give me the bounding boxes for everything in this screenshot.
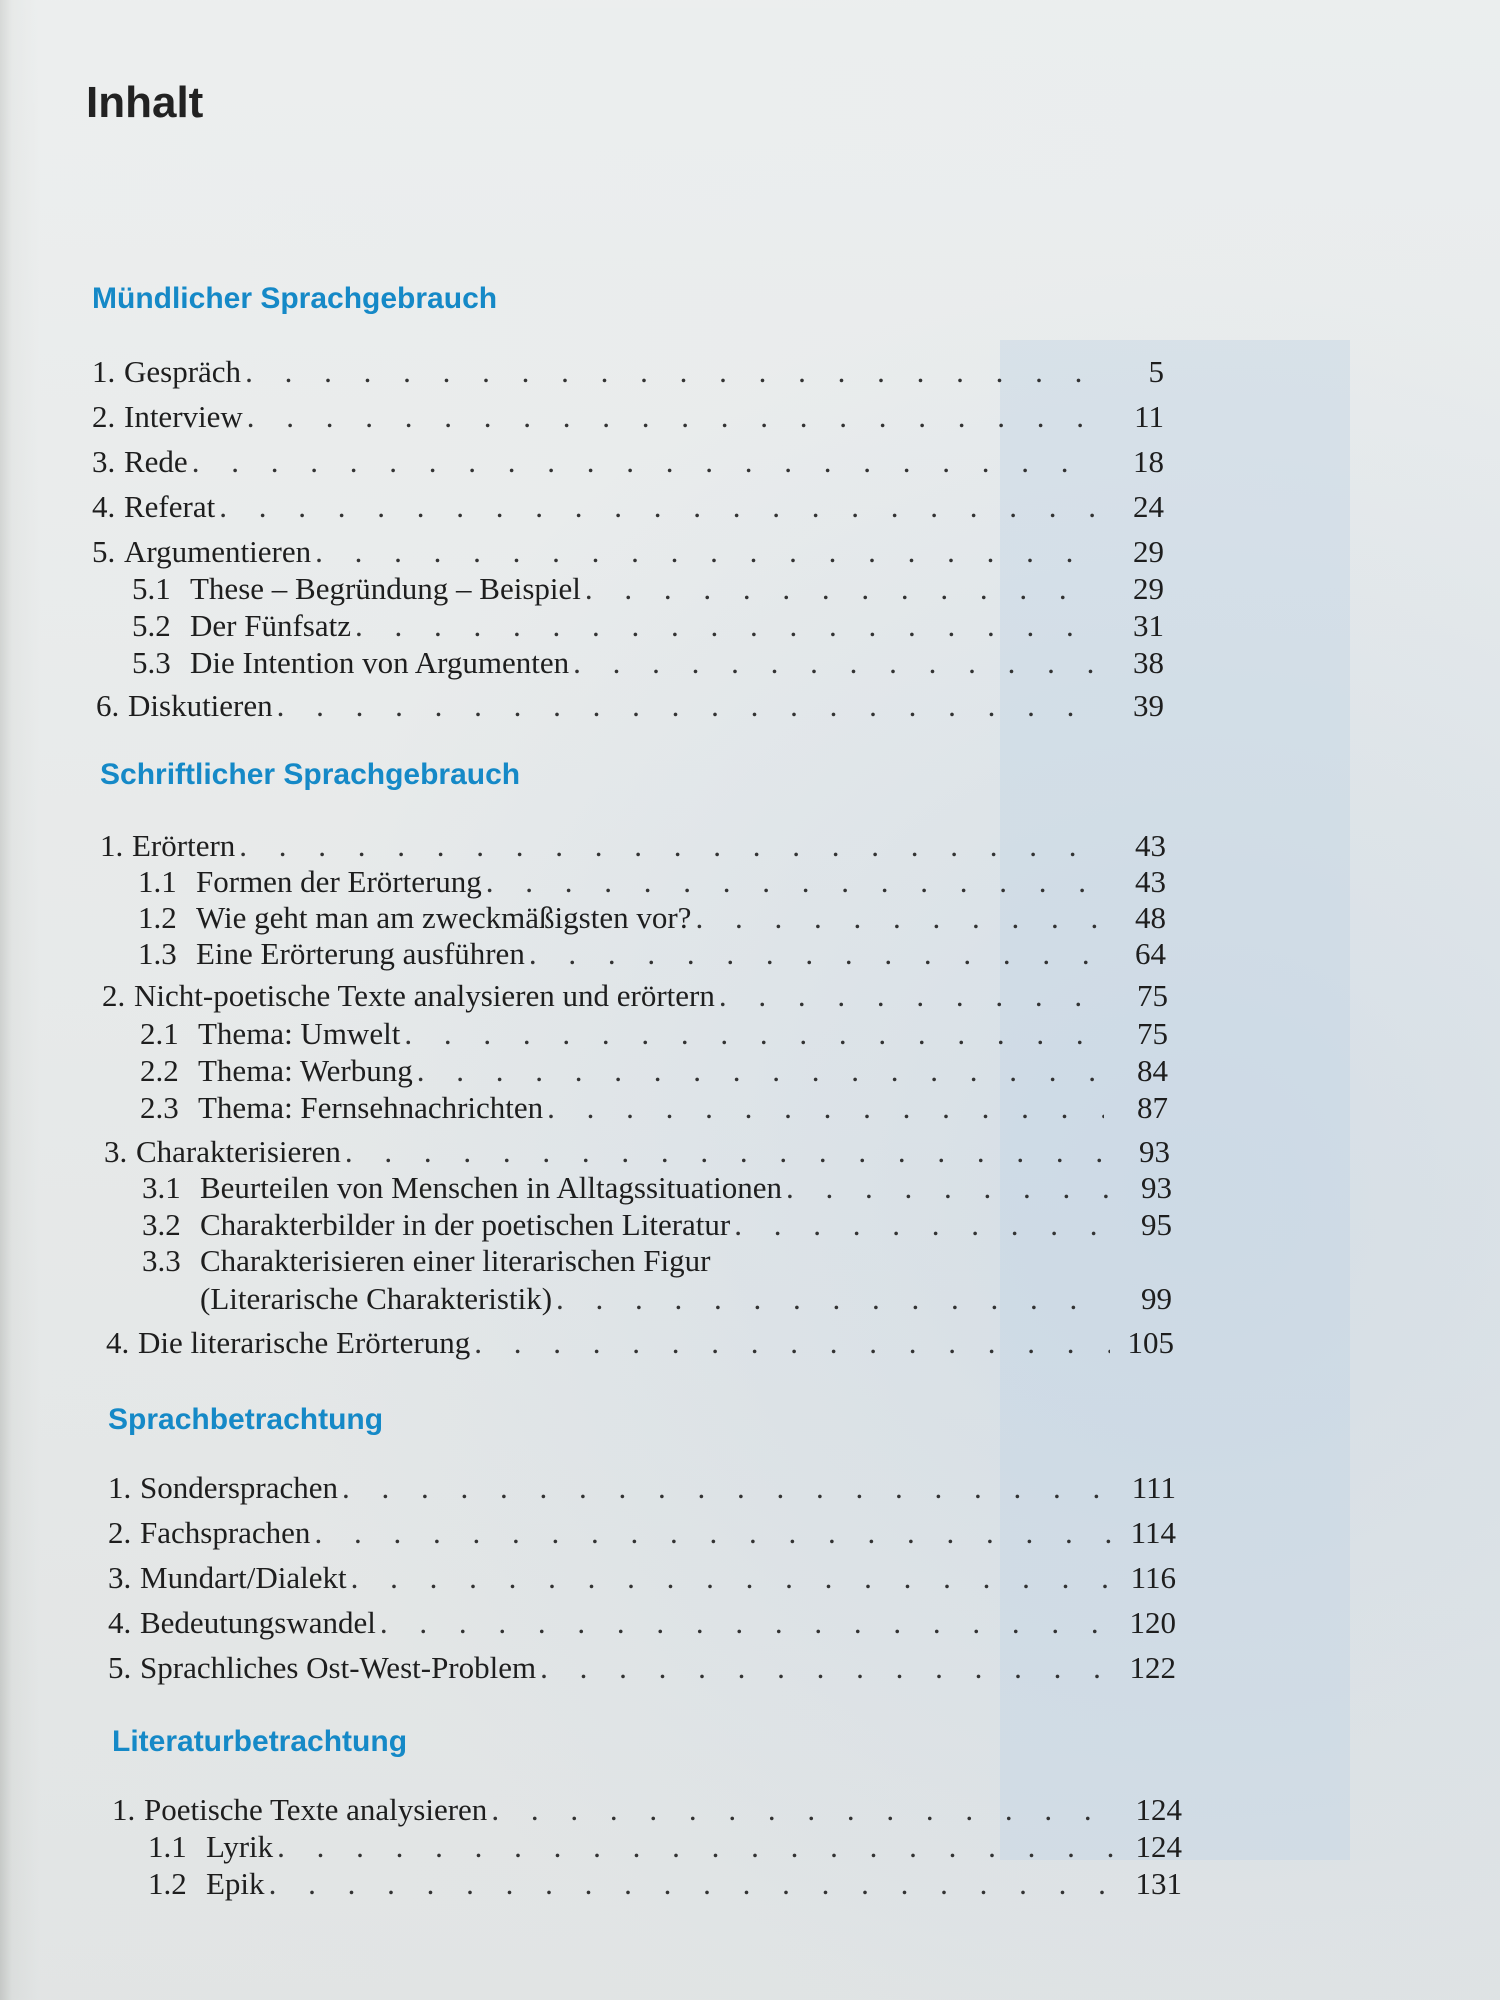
entry-label: Erörtern	[132, 828, 236, 863]
entry-page-number: 111	[1131, 1470, 1176, 1505]
leader-dots	[719, 978, 1104, 1014]
entry-number: 5.1	[132, 571, 171, 606]
leader-dots	[314, 1515, 1112, 1551]
entry-number: 3.	[108, 1560, 132, 1595]
toc-entry	[106, 1325, 1174, 1361]
entry-number: 2.	[102, 978, 126, 1013]
toc-subentry	[132, 608, 1164, 644]
entry-page-number: 105	[1127, 1325, 1174, 1360]
entry-page-number: 99	[1141, 1281, 1172, 1316]
entry-page-number: 75	[1137, 978, 1168, 1013]
entry-page-number: 31	[1133, 608, 1164, 643]
leader-dots	[491, 1792, 1118, 1828]
entry-label: Formen der Erörterung	[196, 864, 482, 899]
leader-dots	[239, 828, 1102, 864]
toc-subentry	[148, 1829, 1182, 1865]
toc-subentry-first-line	[142, 1243, 710, 1279]
entry-number: 6.	[96, 688, 120, 723]
entry-label: Poetische Texte analysieren	[144, 1792, 488, 1827]
toc-subentry	[142, 1207, 1172, 1243]
entry-label: Wie geht man am zweckmäßigsten vor?	[196, 900, 692, 935]
entry-number: 5.3	[132, 645, 171, 680]
entry-page-number: 75	[1137, 1016, 1168, 1051]
toc-subentry	[140, 1053, 1168, 1089]
page-title: Inhalt	[86, 78, 204, 127]
entry-number: 2.1	[140, 1016, 179, 1051]
entry-number: 5.	[108, 1650, 132, 1685]
toc-entry	[92, 399, 1164, 435]
toc-entry	[104, 1134, 1170, 1170]
leader-dots	[573, 645, 1100, 681]
entry-page-number: 43	[1135, 828, 1166, 863]
entry-label: Mundart/Dialekt	[140, 1560, 347, 1595]
entry-page-number: 64	[1135, 936, 1166, 971]
entry-number: 2.	[92, 399, 116, 434]
entry-label: These – Begründung – Beispiel	[190, 571, 581, 606]
entry-number: 3.	[92, 444, 116, 479]
entry-number: 1.	[100, 828, 124, 863]
entry-number: 3.3	[142, 1243, 181, 1278]
leader-dots	[404, 1016, 1104, 1052]
entry-number: 4.	[92, 489, 116, 524]
leader-dots	[245, 354, 1100, 390]
entry-page-number: 84	[1137, 1053, 1168, 1088]
entry-label: Sprachliches Ost-West-Problem	[140, 1650, 537, 1685]
entry-label: Beurteilen von Menschen in Alltagssituationen	[200, 1170, 783, 1205]
toc-entry	[92, 489, 1164, 525]
entry-page-number: 95	[1141, 1207, 1172, 1242]
leader-dots	[474, 1325, 1110, 1361]
leader-dots	[786, 1170, 1108, 1206]
entry-label: Charakterisieren	[136, 1134, 341, 1169]
leader-dots	[529, 936, 1102, 972]
leader-dots	[556, 1281, 1108, 1317]
entry-label: Eine Erörterung ausführen	[196, 936, 525, 971]
entry-label: Charakterisieren einer literarischen Figur	[200, 1243, 711, 1278]
entry-label: Der Fünfsatz	[190, 608, 351, 643]
toc-entry	[96, 688, 1164, 724]
entry-label: Thema: Werbung	[198, 1053, 413, 1088]
toc-subentry	[140, 1016, 1168, 1052]
entry-number: 2.2	[140, 1053, 179, 1088]
toc-entry	[108, 1515, 1176, 1551]
entry-page-number: 18	[1133, 444, 1164, 479]
leader-dots	[695, 900, 1102, 936]
leader-dots	[192, 444, 1100, 480]
entry-page-number: 114	[1130, 1515, 1176, 1550]
toc-entry	[112, 1792, 1182, 1828]
entry-number: 3.2	[142, 1207, 181, 1242]
entry-label: Lyrik	[206, 1829, 274, 1864]
entry-label: Die Intention von Argumenten	[190, 645, 570, 680]
toc-subentry	[138, 864, 1166, 900]
entry-number: 5.2	[132, 608, 171, 643]
entry-number: 1.1	[148, 1829, 187, 1864]
entry-number: 1.1	[138, 864, 177, 899]
entry-label: Charakterbilder in der poetischen Literatur	[200, 1207, 731, 1242]
entry-number: 2.3	[140, 1090, 179, 1125]
entry-label: Thema: Umwelt	[198, 1016, 401, 1051]
entry-label: Sondersprachen	[140, 1470, 338, 1505]
toc-entry	[100, 828, 1166, 864]
toc-subentry	[140, 1090, 1168, 1126]
entry-number: 3.	[104, 1134, 128, 1169]
entry-number: 2.	[108, 1515, 132, 1550]
leader-dots	[315, 534, 1100, 570]
entry-page-number: 48	[1135, 900, 1166, 935]
entry-label: Bedeutungswandel	[140, 1605, 376, 1640]
entry-page-number: 116	[1130, 1560, 1176, 1595]
toc-subentry	[148, 1866, 1182, 1902]
section-heading-muendlicher-sprachgebrauch: Mündlicher Sprachgebrauch	[92, 282, 498, 315]
toc-subentry	[138, 900, 1166, 936]
entry-label: Die literarische Erörterung	[138, 1325, 471, 1360]
entry-page-number: 43	[1135, 864, 1166, 899]
entry-number: 4.	[106, 1325, 130, 1360]
entry-page-number: 11	[1134, 399, 1164, 434]
leader-dots	[585, 571, 1100, 607]
toc-entry	[108, 1470, 1176, 1506]
entry-page-number: 120	[1129, 1605, 1176, 1640]
entry-page-number: 29	[1133, 571, 1164, 606]
toc-entry	[92, 354, 1164, 390]
entry-page-number: 39	[1133, 688, 1164, 723]
entry-page-number: 93	[1141, 1170, 1172, 1205]
toc-subentry	[142, 1170, 1172, 1206]
entry-number: 5.	[92, 534, 116, 569]
toc-subentry-continuation	[200, 1281, 1172, 1317]
entry-page-number: 131	[1135, 1866, 1182, 1901]
entry-number: 1.3	[138, 936, 177, 971]
entry-label: Nicht-poetische Texte analysieren und erörtern	[134, 978, 715, 1013]
section-heading-literaturbetrachtung: Literaturbetrachtung	[112, 1725, 408, 1758]
entry-page-number: 124	[1135, 1829, 1182, 1864]
entry-page-number: 38	[1133, 645, 1164, 680]
leader-dots	[277, 688, 1100, 724]
leader-dots	[277, 1829, 1118, 1865]
entry-number: 1.2	[138, 900, 177, 935]
entry-page-number: 29	[1133, 534, 1164, 569]
toc-entry	[108, 1650, 1176, 1686]
entry-label: Referat	[124, 489, 216, 524]
entry-label-continuation: (Literarische Charakteristik)	[200, 1281, 553, 1316]
entry-label: Interview	[124, 399, 243, 434]
entry-page-number: 87	[1137, 1090, 1168, 1125]
entry-page-number: 24	[1133, 489, 1164, 524]
leader-dots	[219, 489, 1100, 525]
toc-entry	[92, 534, 1164, 570]
entry-number: 1.	[112, 1792, 136, 1827]
leader-dots	[351, 1560, 1112, 1596]
entry-label: Gespräch	[124, 354, 242, 389]
entry-label: Thema: Fernsehnachrichten	[198, 1090, 544, 1125]
leader-dots	[345, 1134, 1106, 1170]
toc-entry	[92, 444, 1164, 480]
leader-dots	[247, 399, 1100, 435]
entry-page-number: 93	[1139, 1134, 1170, 1169]
section-heading-schriftlicher-sprachgebrauch: Schriftlicher Sprachgebrauch	[100, 758, 521, 791]
entry-label: Rede	[124, 444, 188, 479]
leader-dots	[540, 1650, 1112, 1686]
toc-entry	[108, 1605, 1176, 1641]
toc-subentry	[132, 571, 1164, 607]
leader-dots	[547, 1090, 1104, 1126]
entry-number: 3.1	[142, 1170, 181, 1205]
leader-dots	[269, 1866, 1118, 1902]
leader-dots	[734, 1207, 1108, 1243]
leader-dots	[486, 864, 1102, 900]
leader-dots	[342, 1470, 1112, 1506]
toc-subentry	[132, 645, 1164, 681]
entry-page-number: 124	[1135, 1792, 1182, 1827]
entry-number: 1.	[92, 354, 116, 389]
section-heading-sprachbetrachtung: Sprachbetrachtung	[108, 1403, 384, 1436]
entry-number: 4.	[108, 1605, 132, 1640]
toc-entry	[108, 1560, 1176, 1596]
leader-dots	[355, 608, 1100, 644]
toc-entry	[102, 978, 1168, 1014]
entry-number: 1.	[108, 1470, 132, 1505]
entry-page-number: 122	[1129, 1650, 1176, 1685]
leader-dots	[380, 1605, 1112, 1641]
leader-dots	[417, 1053, 1104, 1089]
toc-subentry	[138, 936, 1166, 972]
entry-label: Fachsprachen	[140, 1515, 311, 1550]
entry-label: Argumentieren	[124, 534, 312, 569]
entry-label: Diskutieren	[128, 688, 273, 723]
entry-page-number: 5	[1148, 354, 1164, 389]
entry-number: 1.2	[148, 1866, 187, 1901]
entry-label: Epik	[206, 1866, 265, 1901]
